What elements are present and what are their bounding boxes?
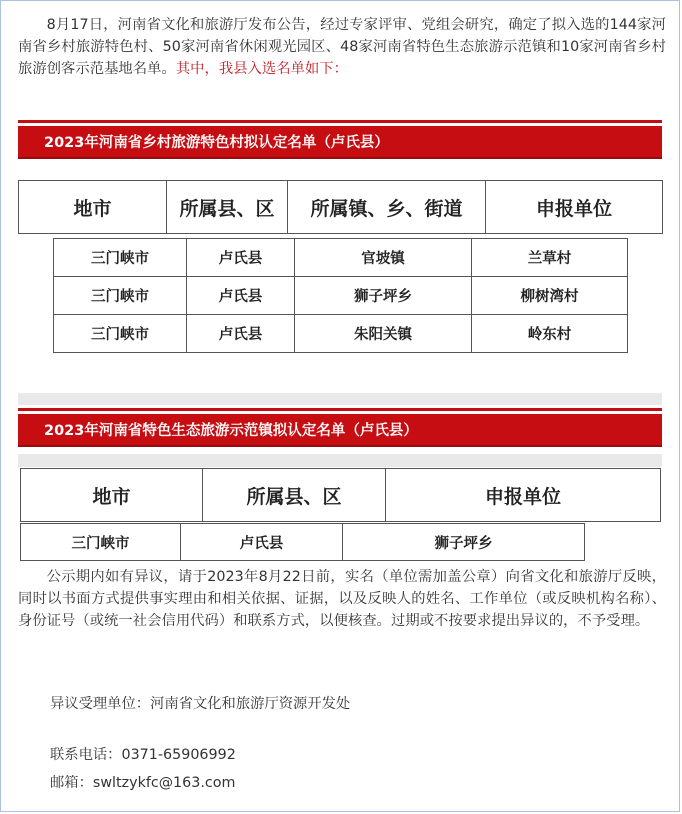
table-row xyxy=(54,277,628,315)
table-cell: 朱阳关镇 xyxy=(295,315,472,353)
section2-title-banner: 2023年河南省特色生态旅游示范镇拟认定名单（卢氏县） xyxy=(18,411,662,445)
table-cell: 柳树湾村 xyxy=(472,277,628,315)
table-row xyxy=(54,315,628,353)
table-cell: 卢氏县 xyxy=(187,277,295,315)
contact-email[interactable]: 邮箱：swltzykfc@163.com xyxy=(50,775,236,791)
table-cell: 卢氏县 xyxy=(181,524,343,561)
section1-header-cell: 所属县、区 xyxy=(167,181,288,234)
section1-header-cell: 地市 xyxy=(19,181,167,234)
table-cell: 三门峡市 xyxy=(54,315,187,353)
section2-header-row xyxy=(21,469,661,522)
section1-data-table xyxy=(53,238,628,353)
intro-highlight: 其中，我县入选名单如下： xyxy=(175,61,348,77)
contact-phone: 联系电话：0371-65906992 xyxy=(50,747,236,763)
intro-text: 8月17日，河南省文化和旅游厅发布公告，经过专家评审、党组会研究，确定了拟入选的144家河南省乡村旅游特色村、50家河南省休闲观光园区、48家河南省特色生态旅游示范镇和10家河南省乡村旅游创客示范基地名单。 xyxy=(18,17,666,77)
section-divider xyxy=(18,454,662,467)
section2-data-table xyxy=(20,523,585,561)
section2-header-cell: 申报单位 xyxy=(386,469,661,522)
table-cell: 卢氏县 xyxy=(187,239,295,277)
section1-header-table xyxy=(18,180,663,234)
table-cell: 三门峡市 xyxy=(54,277,187,315)
table-cell: 兰草村 xyxy=(472,239,628,277)
table-cell: 狮子坪乡 xyxy=(295,277,472,315)
table-cell: 狮子坪乡 xyxy=(343,524,585,561)
section1-header-row xyxy=(19,181,663,234)
intro-paragraph xyxy=(18,14,666,80)
section2-header-cell: 所属县、区 xyxy=(203,469,386,522)
contact-unit: 异议受理单位：河南省文化和旅游厅资源开发处 xyxy=(50,696,351,712)
table-cell: 官坡镇 xyxy=(295,239,472,277)
table-row xyxy=(21,524,585,561)
table-row xyxy=(54,239,628,277)
section1-title-banner: 2023年河南省乡村旅游特色村拟认定名单（卢氏县） xyxy=(18,123,662,157)
table-cell: 岭东村 xyxy=(472,315,628,353)
section1-header-cell: 申报单位 xyxy=(486,181,663,234)
section2-header-cell: 地市 xyxy=(21,469,203,522)
table-cell: 卢氏县 xyxy=(187,315,295,353)
table-cell: 三门峡市 xyxy=(54,239,187,277)
section2-header-table xyxy=(20,468,661,522)
section1-header-cell: 所属镇、乡、街道 xyxy=(288,181,486,234)
notice-paragraph: 公示期内如有异议，请于2023年8月22日前，实名（单位需加盖公章）向省文化和旅游厅反映，同时以书面方式提供事实理由和相关依据、证据，以及反映人的姓名、工作单位（或反映机构名称）、身份证号（或统一社会信用代码）和联系方式，以便核查。过期或不按要求提出异议的，不予受理。 xyxy=(18,569,666,629)
table-cell: 三门峡市 xyxy=(21,524,181,561)
section-divider xyxy=(18,393,662,405)
